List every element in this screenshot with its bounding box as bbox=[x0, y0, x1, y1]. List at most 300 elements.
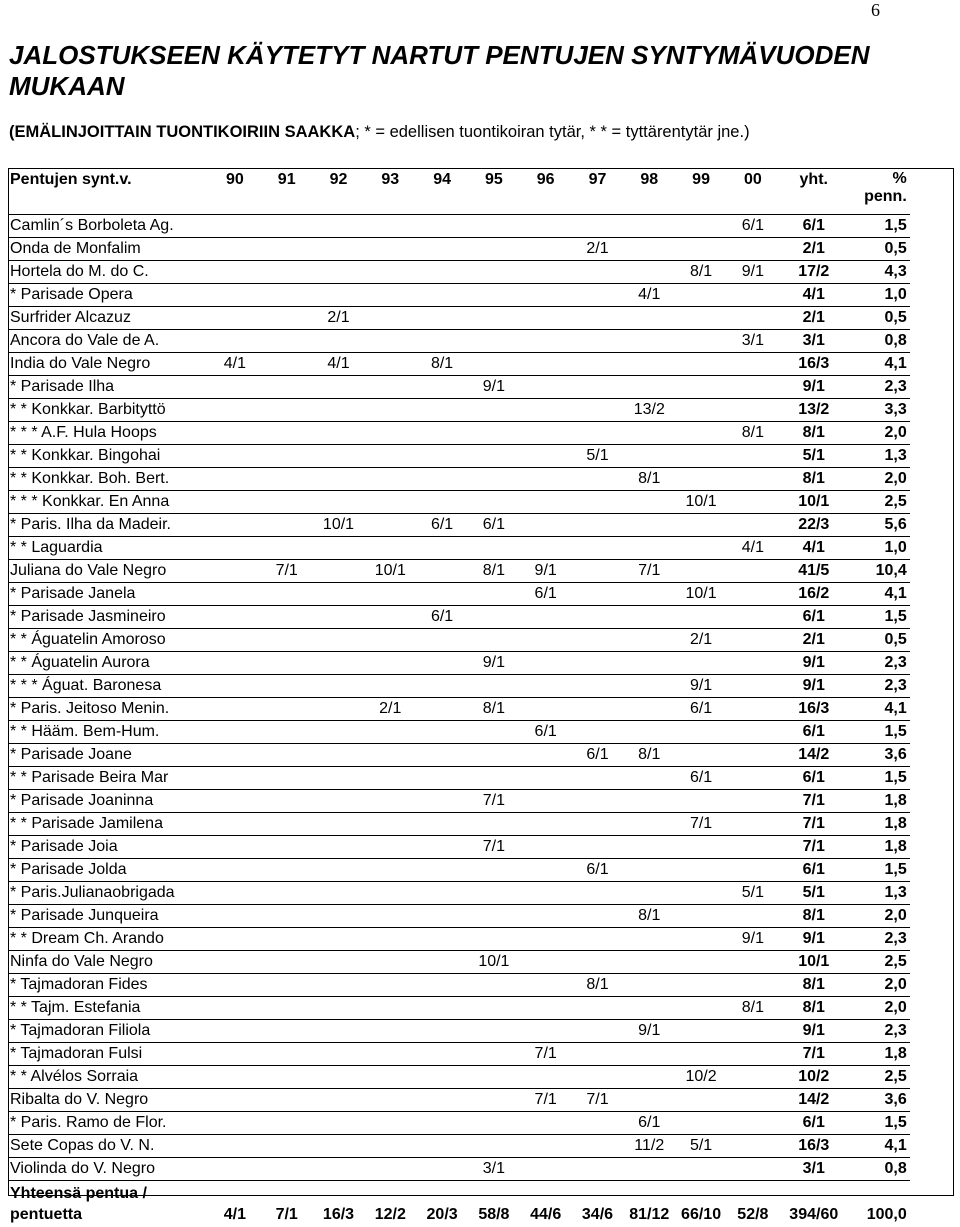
row-value-cell bbox=[313, 675, 365, 698]
row-value-cell: 2,3 bbox=[849, 1020, 910, 1043]
row-value-cell bbox=[209, 836, 261, 859]
row-value-cell: 6/1 bbox=[520, 721, 572, 744]
row-value-cell bbox=[313, 997, 365, 1020]
row-value-cell bbox=[468, 468, 520, 491]
row-value-cell bbox=[209, 951, 261, 974]
row-value-cell bbox=[675, 1158, 727, 1181]
row-value-cell bbox=[623, 698, 675, 721]
row-value-cell bbox=[572, 1020, 624, 1043]
row-value-cell bbox=[468, 1135, 520, 1158]
row-value-cell bbox=[416, 284, 468, 307]
row-value-cell bbox=[416, 537, 468, 560]
row-value-cell bbox=[727, 652, 779, 675]
row-value-cell bbox=[727, 1043, 779, 1066]
row-name-cell: * Parisade Joaninna bbox=[8, 790, 209, 813]
row-value-cell bbox=[364, 284, 416, 307]
row-value-cell: 4/1 bbox=[779, 284, 849, 307]
row-value-cell bbox=[416, 1066, 468, 1089]
row-value-cell bbox=[416, 491, 468, 514]
row-value-cell: 3/1 bbox=[468, 1158, 520, 1181]
subtitle-rest: ; * = edellisen tuontikoiran tytär, * * = tyttärentytär jne.) bbox=[355, 123, 749, 141]
row-value-cell bbox=[313, 537, 365, 560]
row-value-cell bbox=[572, 652, 624, 675]
row-value-cell bbox=[727, 307, 779, 330]
row-value-cell bbox=[520, 330, 572, 353]
row-value-cell: 2,0 bbox=[849, 997, 910, 1020]
table-row bbox=[8, 859, 910, 882]
row-value-cell: 41/5 bbox=[779, 560, 849, 583]
header-cell: yht. bbox=[779, 168, 849, 215]
page-number: 6 bbox=[871, 0, 880, 21]
row-value-cell: 4/1 bbox=[623, 284, 675, 307]
row-value-cell bbox=[727, 698, 779, 721]
row-value-cell: 8/1 bbox=[727, 422, 779, 445]
row-value-cell bbox=[623, 721, 675, 744]
row-value-cell: 11/2 bbox=[623, 1135, 675, 1158]
row-value-cell bbox=[364, 491, 416, 514]
row-value-cell bbox=[468, 399, 520, 422]
row-value-cell bbox=[675, 606, 727, 629]
row-value-cell bbox=[520, 974, 572, 997]
row-value-cell bbox=[261, 1158, 313, 1181]
row-value-cell bbox=[261, 1112, 313, 1135]
footer-cell: 66/10 bbox=[675, 1181, 727, 1227]
row-value-cell bbox=[727, 859, 779, 882]
row-value-cell: 22/3 bbox=[779, 514, 849, 537]
row-value-cell: 6/1 bbox=[572, 859, 624, 882]
table-row bbox=[8, 238, 910, 261]
row-name-cell: Violinda do V. Negro bbox=[8, 1158, 209, 1181]
row-value-cell bbox=[675, 284, 727, 307]
row-value-cell bbox=[261, 1066, 313, 1089]
row-value-cell bbox=[209, 721, 261, 744]
row-value-cell bbox=[364, 353, 416, 376]
row-value-cell bbox=[727, 606, 779, 629]
row-value-cell bbox=[313, 215, 365, 238]
row-value-cell bbox=[364, 1112, 416, 1135]
row-value-cell bbox=[364, 928, 416, 951]
row-name-cell: * Paris. Jeitoso Menin. bbox=[8, 698, 209, 721]
row-value-cell bbox=[261, 468, 313, 491]
row-value-cell bbox=[675, 974, 727, 997]
row-value-cell bbox=[520, 1112, 572, 1135]
row-value-cell bbox=[727, 744, 779, 767]
row-value-cell bbox=[520, 698, 572, 721]
row-value-cell bbox=[364, 261, 416, 284]
table-row bbox=[8, 606, 910, 629]
footer-cell: Yhteensä pentua / pentuetta bbox=[8, 1181, 209, 1227]
row-value-cell bbox=[572, 261, 624, 284]
row-value-cell bbox=[572, 1043, 624, 1066]
table-row bbox=[8, 905, 910, 928]
row-value-cell bbox=[364, 951, 416, 974]
row-value-cell bbox=[623, 491, 675, 514]
row-value-cell bbox=[727, 629, 779, 652]
row-value-cell bbox=[313, 238, 365, 261]
table-row bbox=[8, 560, 910, 583]
row-name-cell: * Paris. Ilha da Madeir. bbox=[8, 514, 209, 537]
row-value-cell: 6/1 bbox=[779, 215, 849, 238]
row-value-cell bbox=[675, 422, 727, 445]
row-value-cell bbox=[468, 767, 520, 790]
row-value-cell bbox=[416, 1089, 468, 1112]
row-value-cell bbox=[416, 468, 468, 491]
row-value-cell bbox=[675, 721, 727, 744]
row-value-cell bbox=[623, 928, 675, 951]
row-name-cell: * Parisade Opera bbox=[8, 284, 209, 307]
row-value-cell bbox=[727, 790, 779, 813]
row-value-cell bbox=[623, 514, 675, 537]
row-value-cell bbox=[364, 1043, 416, 1066]
row-value-cell: 3,3 bbox=[849, 399, 910, 422]
row-value-cell bbox=[468, 1043, 520, 1066]
row-value-cell bbox=[623, 445, 675, 468]
row-value-cell: 7/1 bbox=[261, 560, 313, 583]
table-row bbox=[8, 514, 910, 537]
row-value-cell bbox=[468, 284, 520, 307]
row-value-cell bbox=[364, 215, 416, 238]
table-row bbox=[8, 767, 910, 790]
row-value-cell bbox=[209, 468, 261, 491]
row-value-cell bbox=[468, 238, 520, 261]
row-value-cell bbox=[209, 1043, 261, 1066]
row-value-cell bbox=[623, 1158, 675, 1181]
row-value-cell: 10/1 bbox=[779, 491, 849, 514]
row-value-cell bbox=[416, 330, 468, 353]
row-value-cell bbox=[416, 675, 468, 698]
row-value-cell: 6/1 bbox=[572, 744, 624, 767]
row-value-cell bbox=[364, 422, 416, 445]
table-row bbox=[8, 422, 910, 445]
row-value-cell: 2/1 bbox=[364, 698, 416, 721]
row-value-cell bbox=[261, 307, 313, 330]
row-value-cell: 6/1 bbox=[779, 606, 849, 629]
table-row bbox=[8, 330, 910, 353]
row-value-cell bbox=[261, 238, 313, 261]
row-value-cell bbox=[209, 767, 261, 790]
table-row bbox=[8, 445, 910, 468]
row-value-cell: 7/1 bbox=[779, 813, 849, 836]
row-value-cell: 2,0 bbox=[849, 422, 910, 445]
row-value-cell bbox=[572, 307, 624, 330]
table-row bbox=[8, 882, 910, 905]
row-value-cell: 1,5 bbox=[849, 1112, 910, 1135]
row-value-cell: 8/1 bbox=[623, 744, 675, 767]
row-value-cell bbox=[572, 215, 624, 238]
row-value-cell bbox=[364, 468, 416, 491]
row-value-cell: 9/1 bbox=[727, 928, 779, 951]
row-value-cell bbox=[468, 744, 520, 767]
row-value-cell bbox=[261, 951, 313, 974]
row-value-cell bbox=[416, 238, 468, 261]
row-value-cell: 3/1 bbox=[779, 1158, 849, 1181]
row-value-cell bbox=[364, 905, 416, 928]
row-value-cell: 1,5 bbox=[849, 606, 910, 629]
row-value-cell: 17/2 bbox=[779, 261, 849, 284]
row-value-cell bbox=[623, 238, 675, 261]
row-value-cell bbox=[468, 261, 520, 284]
row-value-cell bbox=[416, 261, 468, 284]
row-value-cell bbox=[468, 422, 520, 445]
row-value-cell bbox=[364, 1066, 416, 1089]
row-value-cell bbox=[623, 1089, 675, 1112]
row-value-cell: 8/1 bbox=[727, 997, 779, 1020]
row-value-cell bbox=[675, 537, 727, 560]
table-row bbox=[8, 813, 910, 836]
row-value-cell: 1,5 bbox=[849, 859, 910, 882]
row-value-cell bbox=[520, 514, 572, 537]
row-value-cell: 6/1 bbox=[520, 583, 572, 606]
row-value-cell bbox=[209, 1112, 261, 1135]
row-value-cell bbox=[727, 491, 779, 514]
table-row bbox=[8, 790, 910, 813]
row-value-cell bbox=[416, 1112, 468, 1135]
row-name-cell: * Parisade Joia bbox=[8, 836, 209, 859]
row-value-cell bbox=[261, 1043, 313, 1066]
table-row bbox=[8, 307, 910, 330]
row-value-cell bbox=[727, 353, 779, 376]
row-value-cell bbox=[520, 445, 572, 468]
row-value-cell: 2/1 bbox=[779, 307, 849, 330]
row-value-cell bbox=[623, 629, 675, 652]
row-value-cell: 10/1 bbox=[364, 560, 416, 583]
row-value-cell: 1,5 bbox=[849, 721, 910, 744]
row-value-cell bbox=[416, 629, 468, 652]
row-value-cell: 0,8 bbox=[849, 1158, 910, 1181]
row-name-cell: * * Águatelin Amoroso bbox=[8, 629, 209, 652]
table-row bbox=[8, 1066, 910, 1089]
row-name-cell: * Parisade Junqueira bbox=[8, 905, 209, 928]
row-value-cell bbox=[416, 859, 468, 882]
row-value-cell bbox=[520, 744, 572, 767]
row-value-cell bbox=[416, 1043, 468, 1066]
row-value-cell: 14/2 bbox=[779, 1089, 849, 1112]
row-value-cell bbox=[727, 468, 779, 491]
row-value-cell bbox=[572, 284, 624, 307]
table-row bbox=[8, 261, 910, 284]
row-name-cell: * Parisade Jolda bbox=[8, 859, 209, 882]
row-value-cell bbox=[675, 399, 727, 422]
row-value-cell: 6/1 bbox=[779, 859, 849, 882]
row-value-cell bbox=[727, 1020, 779, 1043]
table-row bbox=[8, 1043, 910, 1066]
row-value-cell bbox=[572, 468, 624, 491]
row-value-cell bbox=[727, 905, 779, 928]
row-value-cell: 13/2 bbox=[779, 399, 849, 422]
row-value-cell bbox=[313, 560, 365, 583]
table-row bbox=[8, 744, 910, 767]
row-value-cell: 2/1 bbox=[779, 629, 849, 652]
row-value-cell bbox=[209, 238, 261, 261]
table-row bbox=[8, 1158, 910, 1181]
row-value-cell bbox=[261, 675, 313, 698]
row-value-cell bbox=[364, 836, 416, 859]
table-row bbox=[8, 1112, 910, 1135]
row-value-cell bbox=[261, 422, 313, 445]
row-name-cell: * * Parisade Jamilena bbox=[8, 813, 209, 836]
row-value-cell bbox=[468, 215, 520, 238]
row-value-cell bbox=[520, 307, 572, 330]
row-value-cell bbox=[520, 997, 572, 1020]
row-value-cell bbox=[313, 882, 365, 905]
row-name-cell: * * Parisade Beira Mar bbox=[8, 767, 209, 790]
row-value-cell bbox=[313, 698, 365, 721]
row-name-cell: * Tajmadoran Filiola bbox=[8, 1020, 209, 1043]
row-value-cell: 4/1 bbox=[209, 353, 261, 376]
row-value-cell bbox=[313, 721, 365, 744]
footer-cell: 4/1 bbox=[209, 1181, 261, 1227]
row-value-cell bbox=[572, 629, 624, 652]
row-value-cell bbox=[623, 813, 675, 836]
row-value-cell bbox=[572, 353, 624, 376]
footer-cell: 394/60 bbox=[779, 1181, 849, 1227]
row-value-cell bbox=[623, 261, 675, 284]
row-value-cell bbox=[675, 1020, 727, 1043]
row-value-cell bbox=[313, 767, 365, 790]
row-value-cell bbox=[261, 537, 313, 560]
row-value-cell bbox=[727, 721, 779, 744]
row-value-cell: 4,1 bbox=[849, 353, 910, 376]
row-value-cell bbox=[675, 744, 727, 767]
row-value-cell bbox=[520, 491, 572, 514]
table-row bbox=[8, 376, 910, 399]
row-value-cell bbox=[675, 468, 727, 491]
row-value-cell bbox=[364, 859, 416, 882]
row-value-cell bbox=[261, 1089, 313, 1112]
row-value-cell bbox=[261, 767, 313, 790]
row-value-cell bbox=[572, 1112, 624, 1135]
row-value-cell: 9/1 bbox=[675, 675, 727, 698]
row-value-cell bbox=[209, 997, 261, 1020]
footer-cell: 12/2 bbox=[364, 1181, 416, 1227]
header-cell: 95 bbox=[468, 168, 520, 215]
row-value-cell bbox=[209, 790, 261, 813]
row-value-cell bbox=[416, 652, 468, 675]
row-value-cell bbox=[261, 859, 313, 882]
row-value-cell: 7/1 bbox=[572, 1089, 624, 1112]
row-value-cell: 9/1 bbox=[779, 652, 849, 675]
row-value-cell: 2,3 bbox=[849, 675, 910, 698]
row-value-cell bbox=[520, 767, 572, 790]
row-value-cell bbox=[520, 261, 572, 284]
row-name-cell: * Parisade Ilha bbox=[8, 376, 209, 399]
row-value-cell bbox=[313, 261, 365, 284]
row-value-cell bbox=[572, 330, 624, 353]
row-value-cell bbox=[520, 951, 572, 974]
row-name-cell: * * * A.F. Hula Hoops bbox=[8, 422, 209, 445]
row-value-cell bbox=[675, 376, 727, 399]
row-value-cell bbox=[623, 376, 675, 399]
row-value-cell bbox=[727, 583, 779, 606]
row-value-cell bbox=[261, 330, 313, 353]
row-value-cell bbox=[313, 606, 365, 629]
row-value-cell bbox=[261, 790, 313, 813]
row-value-cell bbox=[468, 859, 520, 882]
row-value-cell bbox=[261, 583, 313, 606]
row-value-cell bbox=[623, 537, 675, 560]
row-value-cell bbox=[209, 1089, 261, 1112]
table-row bbox=[8, 399, 910, 422]
row-value-cell bbox=[261, 606, 313, 629]
row-value-cell: 2,3 bbox=[849, 652, 910, 675]
row-name-cell: Sete Copas do V. N. bbox=[8, 1135, 209, 1158]
row-value-cell bbox=[727, 767, 779, 790]
row-value-cell bbox=[209, 376, 261, 399]
row-value-cell bbox=[261, 215, 313, 238]
row-value-cell bbox=[416, 882, 468, 905]
row-value-cell bbox=[209, 560, 261, 583]
row-value-cell bbox=[364, 514, 416, 537]
row-value-cell bbox=[416, 905, 468, 928]
row-value-cell bbox=[209, 491, 261, 514]
header-cell: 94 bbox=[416, 168, 468, 215]
table-row bbox=[8, 1020, 910, 1043]
row-value-cell: 10,4 bbox=[849, 560, 910, 583]
row-name-cell: * * * Águat. Baronesa bbox=[8, 675, 209, 698]
row-value-cell bbox=[364, 813, 416, 836]
row-value-cell bbox=[623, 675, 675, 698]
row-value-cell: 1,8 bbox=[849, 836, 910, 859]
row-value-cell bbox=[572, 836, 624, 859]
row-value-cell: 1,0 bbox=[849, 537, 910, 560]
row-value-cell bbox=[727, 675, 779, 698]
row-value-cell bbox=[468, 330, 520, 353]
row-value-cell bbox=[468, 629, 520, 652]
row-value-cell: 8/1 bbox=[779, 468, 849, 491]
row-value-cell: 8/1 bbox=[779, 905, 849, 928]
row-value-cell bbox=[520, 238, 572, 261]
row-value-cell bbox=[572, 951, 624, 974]
row-value-cell bbox=[313, 813, 365, 836]
row-value-cell bbox=[572, 928, 624, 951]
table-row bbox=[8, 629, 910, 652]
row-value-cell bbox=[313, 951, 365, 974]
row-value-cell bbox=[572, 997, 624, 1020]
row-value-cell: 3,6 bbox=[849, 1089, 910, 1112]
row-name-cell: * * Laguardia bbox=[8, 537, 209, 560]
row-value-cell bbox=[727, 1066, 779, 1089]
row-value-cell: 2,3 bbox=[849, 928, 910, 951]
row-value-cell bbox=[623, 583, 675, 606]
row-value-cell bbox=[675, 560, 727, 583]
row-value-cell bbox=[727, 399, 779, 422]
row-value-cell bbox=[261, 813, 313, 836]
row-value-cell: 2,0 bbox=[849, 974, 910, 997]
row-name-cell: Hortela do M. do C. bbox=[8, 261, 209, 284]
row-name-cell: Surfrider Alcazuz bbox=[8, 307, 209, 330]
row-value-cell bbox=[209, 1066, 261, 1089]
row-value-cell: 9/1 bbox=[468, 376, 520, 399]
row-value-cell bbox=[572, 698, 624, 721]
row-value-cell bbox=[572, 675, 624, 698]
row-value-cell bbox=[623, 951, 675, 974]
table-row bbox=[8, 997, 910, 1020]
row-value-cell: 6/1 bbox=[416, 606, 468, 629]
row-value-cell bbox=[520, 652, 572, 675]
row-value-cell: 6/1 bbox=[468, 514, 520, 537]
row-value-cell bbox=[623, 974, 675, 997]
row-value-cell bbox=[364, 583, 416, 606]
row-value-cell bbox=[572, 537, 624, 560]
row-value-cell bbox=[520, 813, 572, 836]
row-value-cell bbox=[468, 905, 520, 928]
header-cell: 97 bbox=[572, 168, 624, 215]
row-value-cell bbox=[261, 974, 313, 997]
row-value-cell bbox=[520, 1020, 572, 1043]
row-value-cell: 7/1 bbox=[520, 1089, 572, 1112]
row-value-cell: 2,0 bbox=[849, 468, 910, 491]
row-value-cell: 16/3 bbox=[779, 698, 849, 721]
